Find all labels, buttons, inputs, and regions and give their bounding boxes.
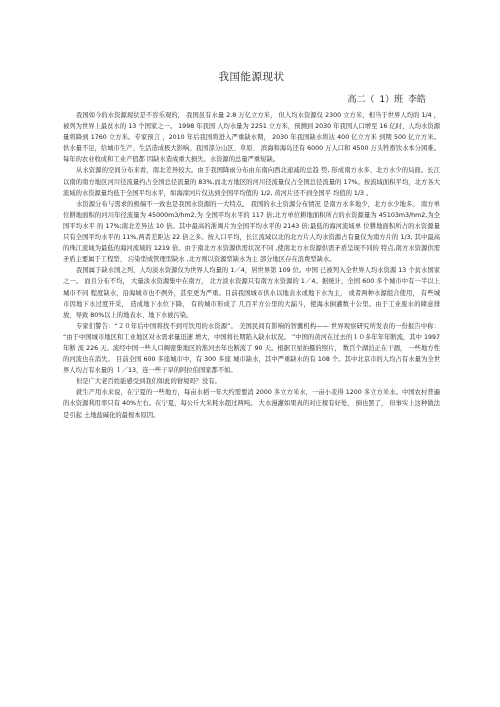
paragraph: 但是广大老百姓能感受到我们如此的窘境吗？没有。 (76, 378, 221, 386)
author-byline: 高二（ 1）班 李皓 (347, 95, 426, 105)
paragraph: 我国属于缺水国之列，人均淡水资源仅为世界人均量的 1／4，居世界第 109 位。中国 已被列入全世界人均水资源 13 个贫水国家之一。 而且分布不均， 大量淡水资源集中在南方， 北方淡水资源只有南方水资源的 1／4。据统计，全国 600 多个城市中有一半以上城市不同 程度缺水，沿海城市也不例外，甚至更为严重。目前我国城市供水以地表水或地下水为主， 或者两种水源组合使用， 有些城市因地下水过度开采， 造成地下水位下降， 有的城市形成了 几百平方公里的大漏斗，使海水倒灌数十公里。由于工业废水的肆意排放，导致 80%以上的地表水、地下水被污染。 (63, 267, 440, 319)
paragraph: 水资源分布与需求的极端不一致也是我国水资源的一大特点。 我国的水土资源分布情况 是南方水多地少，北方水少地多。 南方单位耕地面积的河川年径流量为 45000m3/hm2,为 全国平均水平的 117 倍;北方单位耕地面积所占的水资源量为 45103m3/hm2,为全国平均水平 的 17%;南北差异达 10 倍。其中最高的浙闽片为全国平均水平的 2143 倍;最低的海河流域单 位耕地面积所占的水资源量只有全国平均水平的 11%,两者差距达 22 倍之多。按人口平均，长江流域以北的北方片人均水资源占有量仅为南方片的 1/3, 其中最高的珠江流域为最低的海河流域的 1219 倍。由于南北方水资源供需状况不同 ,使南北方水资源供需矛盾呈现不同的 特点,南方水资源供需矛盾主要属于工程型、 污染型或管理型缺水 ,北方则以资源型缺水为主 部分地区存在浪费型缺水。 (63, 200, 440, 264)
document-body (63, 110, 440, 421)
paragraph: 我国如今的水资源现状是不容乐观的， 我国虽有水量 2.8 万亿立方米， 但人均水资源仅 2300 立方米，相当于世界人均的 1/4 ，被列为世界上最贫水的 13 个国家之一。 1998 年我国 人均水量为 2251 立方米，预测到 2030 年我国人口增至 16 亿时，人均水资源量将降到 1760 立方米。专家预言 ，2010 年后我国将进入严重缺水期， 2030 年我国缺水将达 400 亿立方米 到期 500 亿立方米。供水量不足，给城市生产、生活造成极大影响。我国部分山区、草原、 滨海和海岛还有 6000 万人口和 4500 万头牲畜饮水本分困难。 每年的农业收成和工业产值都 因缺水造成重大损失。水资源的总量严重短缺。 (63, 112, 440, 164)
paragraph: 专家们警告：“２０年后中国将找不到可饮用的水资源”。 美国民间有影响的智囊机构—— 世界观察研究所发表的一份报告中称： “由于中国城市地区和工业地区对水需求量迅速 增大，中国将长期陷入缺水状况。 ”中国的黄河在过去的１０多年年年断流，其中 1997 年断 流 226 天。流经中国一些人口稠密集地区的淮河去年也断流了 90 天。根据卫星拍摄的照片， 数百个湖泊正在干涸， 一些地方性的河流也在消失。 目前全国 600 多座城市中，有 300 多座 城市缺水，其中严重缺水的有 108 个。其中北京市的人均占有水量为全世界人均占有水量的 １／13，连一些干旱的阿拉伯国家都不如。 (63, 322, 440, 375)
paragraph: 从水资源的空间分布来看，南北差异较大。由于我国降雨分布由东南向西北递减的总趋 势, 形成南方水多、北方水少的局面。长江以南的南方地区河川径流量约占全国总径流量的 83%,而北方地区的河川径流量仅占全国总径流量的 17%。按流域面积平均，北方各大流域的水资源量均低于全国平均水平，如海滦河片仅达到全国平均值的 1/2, 黄河片还不到全国平 均值的 1/3 。 (63, 167, 440, 197)
document-title: 我国能源现状 (218, 71, 285, 83)
paragraph: 就生产用水来说，在宁夏的一些地方，每亩水稻一年大约需要消 2000 多立方米水，一亩小麦得 1200 多立方米水。中国农村普遍的水资源利用率只有 40%左右。在宁夏，每公斤大米耗水超过两吨。 大水漫灌如果真的对庄稼有好处， 倒也罢了， 但事实上这种做法是引起 土地盐碱化的最根本原因。 (63, 389, 440, 419)
